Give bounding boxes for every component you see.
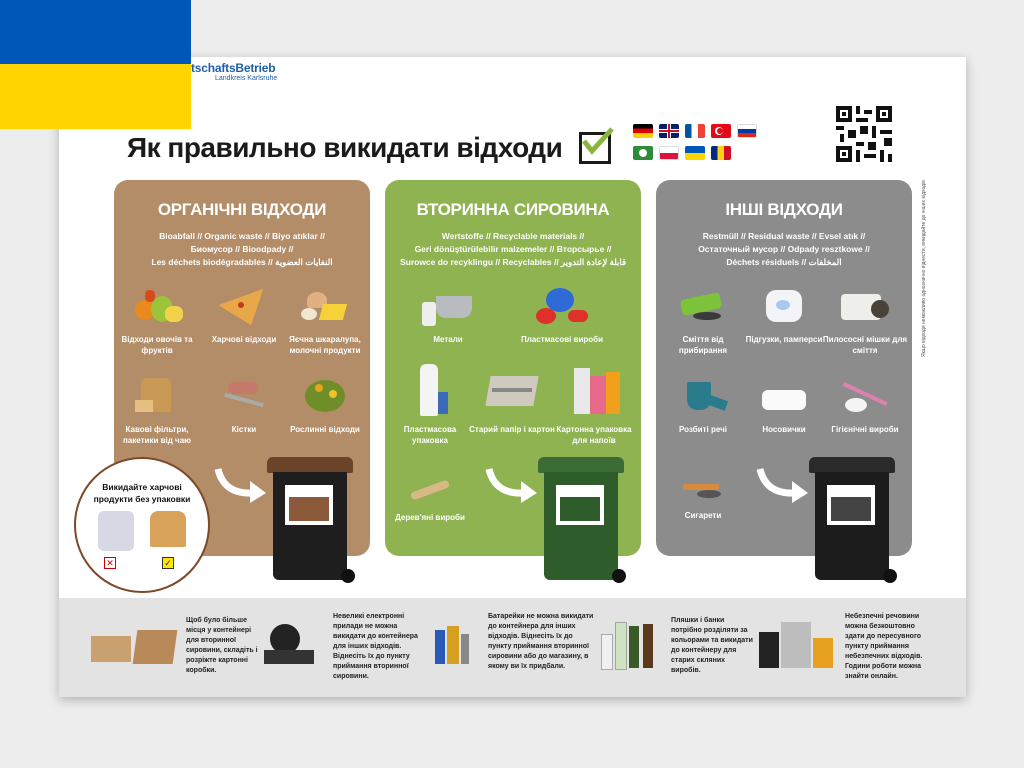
page-title: Як правильно викидати відходи xyxy=(127,132,563,163)
subtitle-line: Les déchets biodégradables // النفايات العضوية xyxy=(151,257,333,267)
flag-yellow-stripe xyxy=(0,64,191,129)
item-plastic-packaging xyxy=(385,362,475,446)
flag-blue-stripe xyxy=(0,0,191,64)
item-label: Метали xyxy=(433,335,463,344)
newspaper-icon xyxy=(482,362,542,418)
tip-batteries-text: Батарейки не можна викидати до контейнера для інших відходів. Віднесіть їх до пункту приймання вторинної сировини або до магазину, в якому ви їх придбали. xyxy=(488,613,594,670)
item-vacuum-bags xyxy=(820,286,910,356)
item-eggshells-dairy xyxy=(280,286,370,356)
subtitle-line: Restmüll // Residual waste // Evsel atık // xyxy=(702,231,866,241)
flag-ua-icon[interactable] xyxy=(685,146,705,160)
subtitle-line: Wertstoffe // Recyclable materials // xyxy=(441,231,585,241)
residual-subtitle xyxy=(666,230,902,269)
flag-fr-icon[interactable] xyxy=(685,124,705,138)
bin-lid xyxy=(267,457,353,473)
vacuum-bag-icon xyxy=(835,286,895,328)
flag-tr-icon[interactable] xyxy=(711,124,731,138)
item-sweepings xyxy=(658,286,748,356)
item-label: Гігієнічні вироби xyxy=(831,425,899,434)
checkmark-icon xyxy=(579,132,611,164)
unpackaged-food-tip xyxy=(74,457,210,593)
flag-ru-icon[interactable] xyxy=(737,124,757,138)
item-plant-waste xyxy=(280,376,370,435)
item-paper-cardboard xyxy=(467,362,557,435)
bin-sticker xyxy=(285,485,333,525)
diaper-icon xyxy=(754,286,814,328)
drink-carton-icon xyxy=(564,362,624,418)
tissue-icon xyxy=(754,376,814,418)
recyclable-subtitle xyxy=(395,230,631,269)
item-bones xyxy=(199,376,289,435)
tip-cardboard-text: Щоб було більше місця у контейнері для вторинної сировини, складіть і розріжте картонні коробки. xyxy=(186,617,258,674)
battery-icon xyxy=(435,626,475,666)
recyclable-title: ВТОРИННА СИРОВИНА xyxy=(416,200,610,219)
item-label: Кістки xyxy=(231,425,257,434)
residual-waste-panel xyxy=(656,180,912,556)
recyclable-bin xyxy=(538,457,624,589)
item-label: Харчові відходи xyxy=(211,335,277,344)
arrow-icon xyxy=(756,465,816,505)
organic-subtitle xyxy=(124,230,360,269)
dustpan-icon xyxy=(673,286,733,328)
item-label: Картонна упаковка для напоїв xyxy=(556,425,632,445)
item-fruit-waste xyxy=(112,286,202,356)
subtitle-line: Surowce do recyklingu // Recyclables // قابلة لإعادة التدوير xyxy=(399,257,627,267)
broken-cup-icon xyxy=(673,376,733,418)
item-label: Рослинні відходи xyxy=(290,425,360,434)
eggshell-cheese-icon xyxy=(295,286,355,328)
recyclable-materials-panel xyxy=(385,180,641,556)
bread-icon xyxy=(150,511,186,547)
bin-wheel xyxy=(883,569,897,583)
side-note: Якщо відходи неможливо однозначно віднести, викидайте до інших відходів. xyxy=(921,178,927,357)
item-label: Розбиті речі xyxy=(679,425,727,434)
bones-icon xyxy=(214,376,274,418)
item-broken-items xyxy=(658,376,748,435)
flag-pl-icon[interactable] xyxy=(659,146,679,160)
item-label: Пластмасові вироби xyxy=(520,335,604,344)
bin-wheel xyxy=(341,569,355,583)
tip-glass-text: Пляшки і банки потрібно розділяти за кольорами та викидати до контейнеру для старих скляних виробів. xyxy=(671,617,753,674)
item-label: Підгузки, памперси xyxy=(745,335,823,344)
cardboard-box-icon xyxy=(91,628,181,668)
item-label: Відходи овочів та фруктів xyxy=(121,335,193,355)
packaged-bread-icon xyxy=(98,511,134,551)
item-label: Дерев'яні вироби xyxy=(395,513,465,522)
item-label: Сигарети xyxy=(684,511,722,520)
residual-bin xyxy=(809,457,895,589)
bin-lid xyxy=(809,457,895,473)
bin-lid xyxy=(538,457,624,473)
item-label: Пластмасова упаковка xyxy=(403,425,457,445)
pizza-slice-icon xyxy=(214,286,274,328)
cigarette-icon xyxy=(673,474,733,504)
item-wooden-products xyxy=(385,476,475,523)
logo-name: tschaftsBetrieb xyxy=(191,61,276,75)
item-label: Кавові фільтри, пакетики від чаю xyxy=(123,425,191,445)
item-hygiene-products xyxy=(820,376,910,435)
bin-sticker xyxy=(556,485,604,525)
item-metals xyxy=(403,286,493,345)
wooden-items-icon xyxy=(400,476,460,506)
plastic-toys-icon xyxy=(532,286,592,328)
tip-text: Викидайте харчові продукти без упаковки xyxy=(93,482,191,504)
waste-sorting-poster xyxy=(59,57,966,697)
logo-region: Landkreis Karlsruhe xyxy=(215,75,278,82)
item-label: Пилососні мішки для сміття xyxy=(822,335,908,355)
flag-ro-icon[interactable] xyxy=(711,146,731,160)
flag-de-icon[interactable] xyxy=(633,124,653,138)
bottom-tips-bar xyxy=(59,598,966,697)
arrow-icon xyxy=(485,465,545,505)
residual-title: ІНШІ ВІДХОДИ xyxy=(725,200,843,219)
company-logo xyxy=(191,61,277,82)
plastic-bottle-icon xyxy=(400,362,460,418)
tip-hazardous-text: Небезпечні речовини можна безкоштовно здати до пересувного пункту приймання небезпечних відходів. Години роботи можна знайти онлайн. xyxy=(845,613,923,680)
toothbrush-icon xyxy=(835,376,895,418)
fruit-peel-icon xyxy=(127,286,187,328)
wrong-mark-icon: ✕ xyxy=(104,557,116,569)
item-drink-cartons xyxy=(549,362,639,446)
subtitle-line: Биомусор // Bioodpady // xyxy=(190,244,294,254)
bin-sticker xyxy=(827,485,875,525)
metal-pot-icon xyxy=(418,286,478,328)
subtitle-line: Bioabfall // Organic waste // Biyo atıklar // xyxy=(159,231,325,241)
arrow-icon xyxy=(214,465,274,505)
item-label: Старий папір і картон xyxy=(469,425,555,434)
ukraine-flag-overlay xyxy=(0,0,191,129)
organic-title: ОРГАНІЧНІ ВІДХОДИ xyxy=(157,200,327,219)
qr-code-icon[interactable] xyxy=(836,106,892,162)
plants-icon xyxy=(295,376,355,418)
item-tissues xyxy=(739,376,829,435)
tip-electronics-text: Невеликі електронні прилади не можна викидати до контейнера для інших відходів. Віднесіть їх до пункту приймання вторинної сировини. xyxy=(333,613,418,680)
item-diapers xyxy=(739,286,829,345)
glass-bottles-icon xyxy=(601,618,659,674)
hazardous-cans-icon xyxy=(759,618,839,674)
item-label: Яєчна шкаралупа, молочні продукти xyxy=(289,335,361,355)
subtitle-line: Geri dönüştürülebilir malzemeler // Вторсырье // xyxy=(414,244,612,254)
flag-gb-icon[interactable] xyxy=(659,124,679,138)
item-coffee-filters xyxy=(112,376,202,446)
item-label: Носовички xyxy=(762,425,806,434)
item-food-waste xyxy=(199,286,289,345)
coffee-filter-icon xyxy=(127,376,187,418)
item-plastic-products xyxy=(517,286,607,345)
bin-wheel xyxy=(612,569,626,583)
flag-ar-icon[interactable] xyxy=(633,146,653,160)
language-flags[interactable] xyxy=(633,124,767,160)
subtitle-line: Остаточный мусор // Odpady resztkowe // xyxy=(698,244,870,254)
right-mark-icon: ✓ xyxy=(162,557,174,569)
organic-bin xyxy=(267,457,353,589)
electronics-icon xyxy=(264,618,322,674)
item-label: Сміття від прибирання xyxy=(678,335,728,355)
item-cigarettes xyxy=(658,474,748,521)
subtitle-line: Déchets résiduels // المخلفات xyxy=(726,257,842,267)
